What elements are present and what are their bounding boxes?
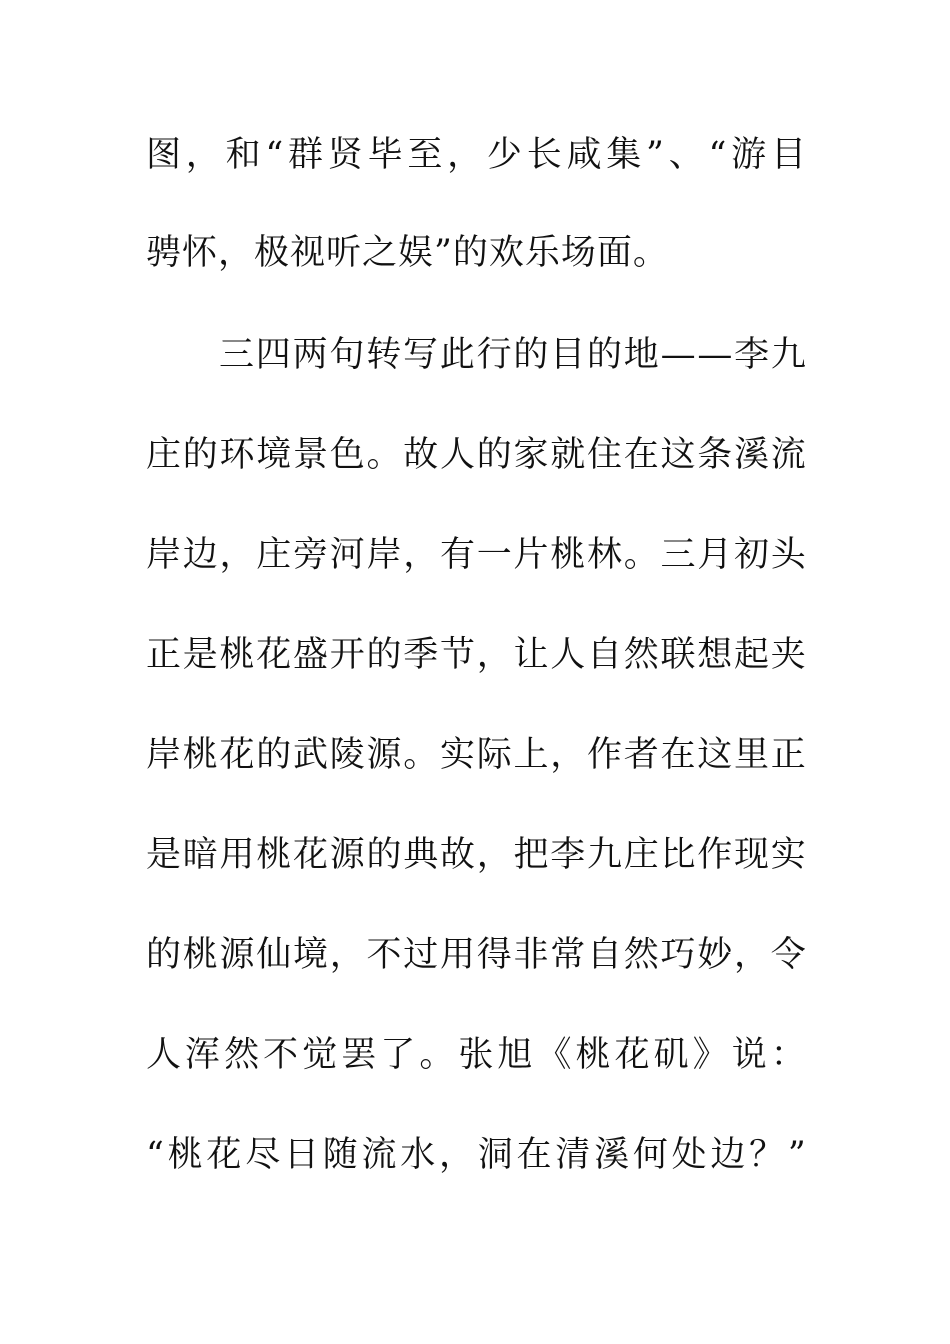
text-line: 是 暗 用 桃 花 源 的 典 故 ， 把 李 九 庄 比 作 现 实	[146, 835, 806, 875]
text-line: “ 桃 花 尽 日 随 流 水 ， 洞 在 清 溪 何 处 边 ？ ”	[146, 1135, 806, 1175]
text-line: 骋怀，极视听之娱”的欢乐场面。	[146, 233, 669, 273]
text-line: 人 浑 然 不 觉 罢 了 。 张 旭 《 桃 花 矶 》 说 ：	[146, 1035, 806, 1075]
text-line: 正 是 桃 花 盛 开 的 季 节 ， 让 人 自 然 联 想 起 夹	[146, 635, 806, 675]
text-line: 庄 的 环 境 景 色 。 故 人 的 家 就 住 在 这 条 溪 流	[146, 435, 806, 475]
text-line: 的 桃 源 仙 境 ， 不 过 用 得 非 常 自 然 巧 妙 ， 令	[146, 935, 806, 975]
paragraph-first-line: 三 四 两 句 转 写 此 行 的 目 的 地 — — 李 九	[219, 335, 806, 375]
text-line: 岸 边 ， 庄 旁 河 岸 ， 有 一 片 桃 林 。 三 月 初 头	[146, 535, 806, 575]
text-line: 图 ， 和 “ 群 贤 毕 至 ， 少 长 咸 集 ” 、 “ 游 目	[146, 135, 806, 175]
text-line: 岸 桃 花 的 武 陵 源 。 实 际 上 ， 作 者 在 这 里 正	[146, 735, 806, 775]
